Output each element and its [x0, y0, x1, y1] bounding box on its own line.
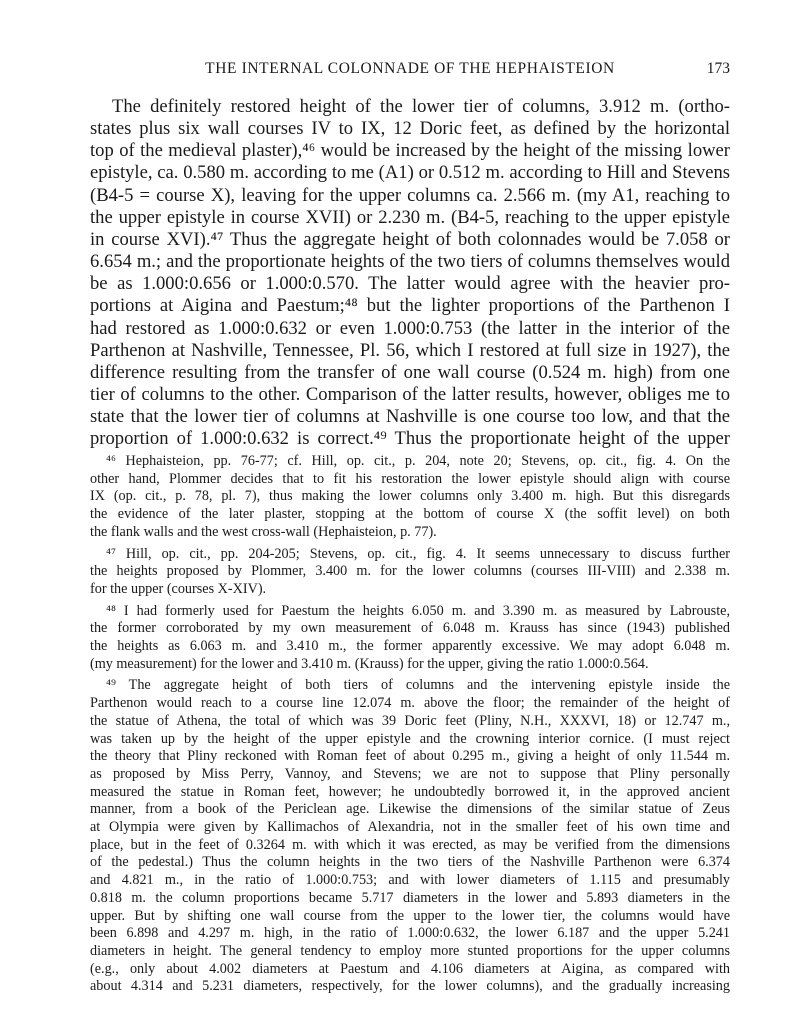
footnote-line: (my measurement) for the lower and 3.410 m. (Krauss) for the upper, giving the ratio 1.000:0.564. [90, 655, 649, 672]
footnote-line: measured the statue in Roman feet, however; he undoubtedly borrowed it, in the approved ancient [90, 783, 730, 800]
footnote-line: place, but in the feet of 0.3264 m. with which it was erected, as may be verified from the dimensions [90, 836, 730, 853]
body-line: Parthenon at Nashville, Tennessee, Pl. 56, which I restored at full size in 1927), the [90, 339, 730, 361]
body-line: had restored as 1.000:0.632 or even 1.000:0.753 (the latter in the interior of the [90, 317, 730, 339]
footnote-line: ⁴⁶ Hephaisteion, pp. 76-77; cf. Hill, op. cit., p. 204, note 20; Stevens, op. cit., fig. 4. On the [106, 453, 730, 469]
footnote-line: as proposed by Miss Perry, Vannoy, and Stevens; we are not to suppose that Pliny personally [90, 765, 730, 782]
footnote-line: IX (op. cit., p. 78, pl. 7), thus making the lower columns only 3.400 m. high. But this disregards [90, 488, 730, 505]
footnote [90, 603, 730, 674]
footnote-line: the heights as 6.063 m. and 3.410 m., the former apparently excessive. We may adopt 6.048 m. [90, 638, 730, 655]
body-line: proportion of 1.000:0.632 is correct.⁴⁹ Thus the proportionate height of the upper [90, 428, 730, 450]
footnote-line: ⁴⁹ The aggregate height of both tiers of columns and the intervening epistyle inside the [106, 677, 730, 694]
body-paragraph [90, 96, 730, 451]
footnote-line: about 4.314 and 5.231 diameters, respectively, for the lower columns), and the gradually increasing [90, 978, 730, 995]
footnote-line: at Olympia were given by Kallimachos of Alexandria, not in the smaller feet of his own time and [90, 819, 730, 836]
body-line: top of the medieval plaster),⁴⁶ would be increased by the height of the missing lower [90, 140, 730, 162]
footnote-line: for the upper (courses X-XIV). [90, 580, 267, 597]
footnote-line: diameters in height. The general tendency to employ more stunted proportions for the upper columns [90, 942, 730, 959]
footnote-line: ⁴⁸ I had formerly used for Paestum the heights 6.050 m. and 3.390 m. as measured by Labrouste, [106, 602, 730, 619]
footnote-line: and 4.821 m., in the ratio of 1.000:0.753; and with lower diameters of 1.115 and presumably [90, 872, 730, 889]
footnote-line: the heights proposed by Plommer, 3.400 m. for the lower columns (courses III-VIII) and 2.338 m. [90, 563, 730, 580]
footnote-line: ⁴⁷ Hill, op. cit., pp. 204-205; Stevens, op. cit., fig. 4. It seems unnecessary to discuss further [106, 545, 730, 562]
footnote-line: Parthenon would reach to a course line 12.074 m. above the floor; the remainder of the height of [90, 695, 730, 712]
body-line: states plus six wall courses IV to IX, 12 Doric feet, as defined by the horizontal [90, 118, 730, 140]
body-line: in course XVI).⁴⁷ Thus the aggregate height of both colonnades would be 7.058 or [90, 228, 730, 250]
footnote-line: the statue of Athena, the total of which was 39 Doric feet (Pliny, N.H., XXXVI, 18) or 12.747 m., [90, 712, 730, 729]
body-line: difference resulting from the transfer of one wall course (0.524 m. high) from one [90, 361, 730, 383]
footnote-line: the former corroborated by my own measurement of 6.048 m. Krauss has since (1943) published [90, 620, 730, 637]
footnote [90, 677, 730, 996]
body-line: state that the lower tier of columns at Nashville is one course too low, and that the [90, 406, 730, 428]
footnote-line: of the pedestal.) Thus the column heights in the two tiers of the Nashville Parthenon were 6.374 [90, 854, 730, 871]
footnote-line: other hand, Plommer decides that to fit his restoration the lower epistyle should align with course [90, 470, 730, 487]
page-number: 173 [706, 60, 730, 77]
footnote-line: the theory that Pliny reckoned with Roman feet of about 0.295 m., giving a height of only 11.544 m. [90, 748, 730, 765]
footnote-line: the flank walls and the west cross-wall (Hephaisteion, p. 77). [90, 523, 437, 540]
footnotes [90, 453, 730, 1000]
body-line: The definitely restored height of the lower tier of columns, 3.912 m. (ortho- [112, 96, 730, 117]
footnote-line: manner, from a book of the Periclean age. Likewise the dimensions of the similar statue of Zeus [90, 801, 730, 818]
body-line: 6.654 m.; and the proportionate heights of the two tiers of columns themselves would [90, 251, 730, 273]
body-line: (B4-5 = course X), leaving for the upper columns ca. 2.566 m. (my A1, reaching to [90, 184, 730, 206]
body-line: epistyle, ca. 0.580 m. according to me (A1) or 0.512 m. according to Hill and Stevens [90, 162, 730, 184]
footnote-line: was taken up by the height of the upper epistyle and the crowning interior cornice. (I must reject [90, 730, 730, 747]
body-line: tier of columns to the other. Comparison of the latter results, however, obliges me to [90, 384, 730, 406]
footnote [90, 453, 730, 542]
footnote [90, 546, 730, 599]
running-header [90, 58, 730, 82]
footnote-line: (e.g., only about 4.002 diameters at Paestum and 4.106 diameters at Aigina, as compared with [90, 960, 730, 977]
footnote-line: the evidence of the later plaster, stopping at the bottom of course X (the soffit level) on both [90, 506, 730, 523]
running-title: THE INTERNAL COLONNADE OF THE HEPHAISTEION [205, 60, 615, 77]
body-line: be as 1.000:0.656 or 1.000:0.570. The latter would agree with the heavier pro- [90, 273, 730, 295]
body-line: portions at Aigina and Paestum;⁴⁸ but the lighter proportions of the Parthenon I [90, 295, 730, 317]
body-line: the upper epistyle in course XVII) or 2.230 m. (B4-5, reaching to the upper epistyle [90, 206, 730, 228]
footnote-line: been 6.898 and 4.297 m. high, in the ratio of 1.000:0.632, the lower 6.187 and the upper 5.241 [90, 925, 730, 942]
footnote-line: 0.818 m. the column proportions became 5.717 diameters in the lower and 5.893 diameters in the [90, 889, 730, 906]
footnote-line: upper. But by shifting one wall course from the upper to the lower tier, the columns would have [90, 907, 730, 924]
